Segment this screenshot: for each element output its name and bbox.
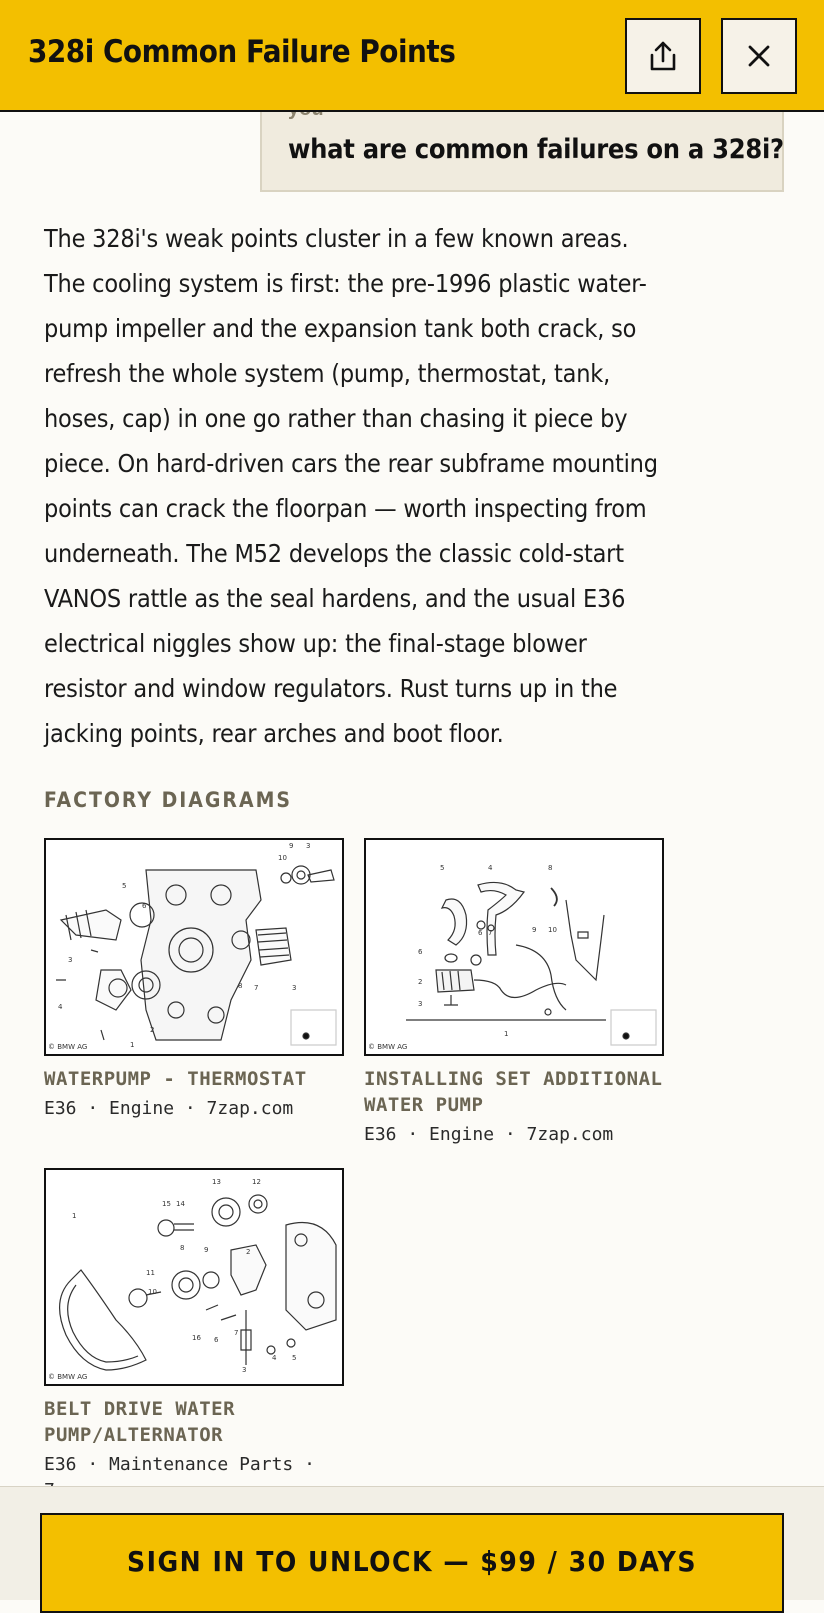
svg-text:9: 9: [289, 842, 294, 850]
answer-line: The cooling system is first: the pre-1996 plastic water-: [44, 269, 647, 298]
svg-text:3: 3: [68, 956, 73, 964]
close-button[interactable]: [721, 18, 797, 94]
svg-text:13: 13: [212, 1178, 221, 1186]
svg-text:© BMW AG: © BMW AG: [48, 1373, 88, 1381]
app-header: [0, 0, 824, 112]
svg-text:14: 14: [176, 1200, 185, 1208]
svg-text:6: 6: [418, 948, 423, 956]
svg-text:1: 1: [504, 1030, 509, 1038]
svg-text:4: 4: [272, 1354, 277, 1362]
svg-text:7: 7: [488, 929, 493, 937]
svg-text:1: 1: [130, 1041, 135, 1049]
svg-text:10: 10: [548, 926, 557, 934]
svg-text:8: 8: [238, 982, 243, 990]
page-title: 328i Common Failure Points: [28, 34, 456, 70]
diagram-thumbnail[interactable]: [44, 838, 344, 1056]
diagram-meta: E36 · Engine · 7zap.com: [44, 1098, 294, 1119]
svg-text:5: 5: [440, 864, 445, 872]
waterpump-diagram-image: [46, 840, 342, 1054]
diagram-title: WATERPUMP - THERMOSTAT: [44, 1068, 307, 1090]
svg-text:5: 5: [122, 882, 127, 890]
answer-line: VANOS rattle as the seal hardens, and the usual E36: [44, 584, 626, 613]
answer-line: electrical niggles show up: the final-stage blower: [44, 629, 587, 658]
svg-text:9: 9: [532, 926, 537, 934]
svg-text:7: 7: [254, 984, 259, 992]
svg-text:1: 1: [72, 1212, 77, 1220]
user-message-text: what are common failures on a 328i?: [288, 134, 784, 165]
assistant-answer: [44, 216, 734, 756]
diagram-meta: E36 · Engine · 7zap.com: [364, 1124, 614, 1145]
svg-text:3: 3: [292, 984, 297, 992]
belt-drive-diagram-image: [46, 1170, 342, 1384]
svg-text:10: 10: [278, 854, 287, 862]
answer-line: piece. On hard-driven cars the rear subframe mounting: [44, 449, 658, 478]
svg-text:15: 15: [162, 1200, 171, 1208]
diagram-thumbnail[interactable]: [44, 1168, 344, 1386]
answer-line: points can crack the floorpan — worth inspecting from: [44, 494, 647, 523]
answer-line: The 328i's weak points cluster in a few known areas.: [44, 224, 629, 253]
diagrams-section-label: FACTORY DIAGRAMS: [44, 788, 293, 812]
svg-text:8: 8: [180, 1244, 185, 1252]
footer-bar: [0, 1486, 824, 1600]
additional-waterpump-diagram-image: [366, 840, 662, 1054]
diagram-card[interactable]: [44, 1168, 344, 1504]
sign-in-unlock-button[interactable]: SIGN IN TO UNLOCK — $99 / 30 DAYS: [40, 1513, 784, 1613]
svg-text:8: 8: [548, 864, 553, 872]
svg-text:16: 16: [192, 1334, 201, 1342]
svg-text:© BMW AG: © BMW AG: [48, 1043, 88, 1051]
svg-text:5: 5: [292, 1354, 297, 1362]
svg-text:6: 6: [214, 1336, 219, 1344]
diagram-card[interactable]: [364, 838, 664, 1148]
svg-text:6: 6: [142, 902, 147, 910]
share-icon: [648, 40, 678, 72]
svg-text:2: 2: [246, 1248, 251, 1256]
svg-text:4: 4: [58, 1003, 63, 1011]
close-icon: [747, 44, 771, 68]
diagram-card[interactable]: [44, 838, 344, 1122]
chat-scroll-area[interactable]: [0, 112, 824, 1486]
share-button[interactable]: [625, 18, 701, 94]
svg-text:3: 3: [418, 1000, 423, 1008]
diagram-thumbnail[interactable]: [364, 838, 664, 1056]
svg-text:6: 6: [478, 929, 483, 937]
svg-text:4: 4: [488, 864, 493, 872]
svg-text:7: 7: [234, 1329, 239, 1337]
svg-text:12: 12: [252, 1178, 261, 1186]
svg-text:© BMW AG: © BMW AG: [368, 1043, 408, 1051]
answer-line: jacking points, rear arches and boot floor.: [44, 719, 504, 748]
svg-text:10: 10: [148, 1288, 157, 1296]
svg-text:9: 9: [204, 1246, 209, 1254]
diagram-title: BELT DRIVE WATER PUMP/ALTERNATOR: [44, 1398, 236, 1446]
answer-line: hoses, cap) in one go rather than chasing it piece by: [44, 404, 628, 433]
svg-text:3: 3: [242, 1366, 247, 1374]
diagram-meta: E36 · Maintenance Parts ·: [44, 1454, 315, 1475]
diagram-title: INSTALLING SET ADDITIONAL WATER PUMP: [364, 1068, 663, 1116]
svg-text:2: 2: [418, 978, 423, 986]
svg-text:2: 2: [150, 1026, 155, 1034]
answer-line: refresh the whole system (pump, thermostat, tank,: [44, 359, 611, 388]
answer-line: resistor and window regulators. Rust turns up in the: [44, 674, 618, 703]
answer-line: underneath. The M52 develops the classic cold-start: [44, 539, 624, 568]
svg-text:3: 3: [306, 842, 311, 850]
answer-line: pump impeller and the expansion tank both crack, so: [44, 314, 637, 343]
svg-text:11: 11: [146, 1269, 155, 1277]
